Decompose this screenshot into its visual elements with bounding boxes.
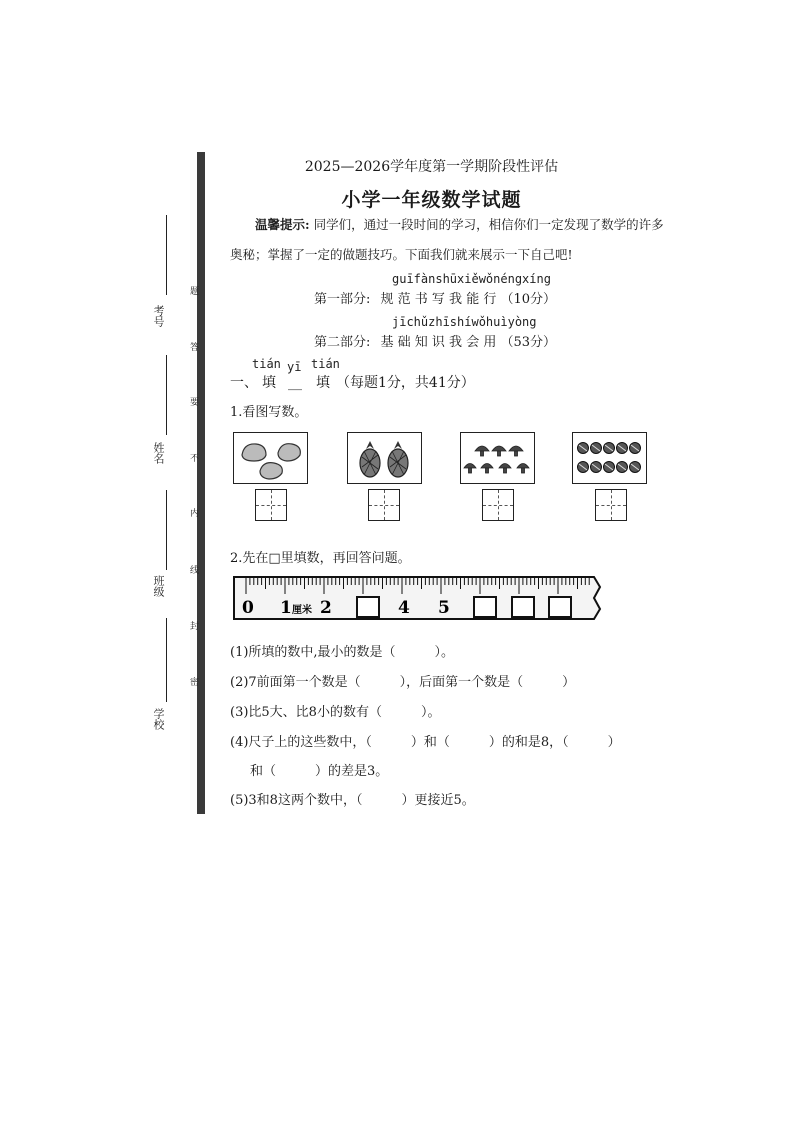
- section1-blank: __: [288, 375, 302, 391]
- tip-label: 温馨提示:: [255, 217, 310, 232]
- name-line: [166, 355, 167, 435]
- section1-pinyin-3: tián: [311, 357, 340, 371]
- picture-box-stones: [233, 432, 308, 484]
- tip-text-2: 奥秘；掌握了一定的做题技巧。下面我们就来展示一下自己吧!: [230, 247, 573, 262]
- ruler-unit-label: 厘米: [292, 605, 312, 616]
- ruler-label: 5: [438, 598, 450, 618]
- tip-text-1: 同学们，通过一段时间的学习，相信你们一定发现了数学的许多: [309, 217, 664, 232]
- answer-grid-3[interactable]: [482, 489, 514, 521]
- section1-pinyin-1: tián: [252, 357, 281, 371]
- ruler-blank-box[interactable]: [357, 597, 379, 617]
- answer-grid-1[interactable]: [255, 489, 287, 521]
- q1-text: 1.看图写数。: [230, 405, 308, 420]
- binding-bar: [197, 152, 205, 814]
- q2-sub2: (2)7前面第一个数是（ ），后面第一个数是（ ）: [230, 675, 576, 690]
- answer-grid-2[interactable]: [368, 489, 400, 521]
- part2-pinyin: jīchǔzhīshíwǒhuìyòng: [392, 315, 537, 329]
- seal-char: 内: [188, 508, 198, 517]
- ruler-label: 0: [242, 598, 254, 618]
- class-line: [166, 490, 167, 570]
- name-label: 姓名: [152, 442, 165, 464]
- part1-pinyin: guīfànshūxiěwǒnéngxíng: [392, 272, 551, 286]
- ruler-graphic: [232, 575, 602, 621]
- section1-score: （每题1分，共41分）: [336, 375, 475, 391]
- section1-heading: [230, 372, 475, 392]
- part1-heading: [314, 288, 556, 307]
- seal-char: 答: [188, 342, 198, 351]
- ruler-blank-box[interactable]: [549, 597, 571, 617]
- part1-label: 第一部分:: [314, 292, 371, 307]
- stone-icon: [234, 433, 307, 483]
- exam-main-title: 小学一年级数学试题: [341, 189, 522, 211]
- seal-char: 密: [188, 677, 198, 686]
- exam-number-label: 考号: [152, 305, 165, 327]
- q2-sub4b: 和（ ）的差是3。: [250, 764, 389, 779]
- q2-sub1: (1)所填的数中,最小的数是（ ）。: [230, 645, 455, 660]
- part2-text: 基 础 知 识 我 会 用 （53分）: [380, 335, 556, 350]
- seal-char: 题: [188, 286, 198, 295]
- exam-number-line: [166, 215, 167, 295]
- ruler-blank-box[interactable]: [474, 597, 496, 617]
- section1-char-1: 填: [262, 375, 276, 391]
- picture-box-balls: [572, 432, 647, 484]
- class-label: 班级: [152, 575, 165, 597]
- picture-box-pineapples: [347, 432, 422, 484]
- ball-icon: [573, 433, 646, 483]
- seal-char: 封: [188, 621, 198, 630]
- pineapple-icon: [348, 433, 421, 483]
- ruler-label: 2: [320, 598, 332, 618]
- seal-char: 要: [188, 397, 198, 406]
- q2-sub4a: (4)尺子上的这些数中，（ ）和（ ）的和是8，（ ）: [230, 735, 621, 750]
- q2-sub5: (5)3和8这两个数中，（ ）更接近5。: [230, 793, 475, 808]
- seal-char: 不: [188, 453, 198, 462]
- q2-sub3: (3)比5大、比8小的数有（ ）。: [230, 705, 441, 720]
- ruler-label: 4: [398, 598, 410, 618]
- mushroom-icon: [461, 433, 534, 483]
- seal-char: 线: [188, 565, 198, 574]
- school-label: 学校: [152, 708, 165, 730]
- exam-year-title: 2025—2026学年度第一学期阶段性评估: [304, 159, 559, 175]
- ruler-label: 1: [280, 598, 292, 618]
- q2-text: 2.先在□里填数，再回答问题。: [230, 551, 411, 566]
- section1-prefix: 一、: [230, 375, 258, 391]
- section1-pinyin-2: yī: [287, 360, 302, 374]
- part1-text: 规 范 书 写 我 能 行 （10分）: [380, 292, 556, 307]
- section1-char-2: 填: [316, 375, 330, 391]
- answer-grid-4[interactable]: [595, 489, 627, 521]
- ruler-blank-box[interactable]: [512, 597, 534, 617]
- part2-heading: [314, 331, 556, 350]
- ruler: [232, 575, 602, 621]
- picture-box-mushrooms: [460, 432, 535, 484]
- tip-line-1: [255, 210, 705, 240]
- school-line: [166, 618, 167, 702]
- part2-label: 第二部分:: [314, 335, 371, 350]
